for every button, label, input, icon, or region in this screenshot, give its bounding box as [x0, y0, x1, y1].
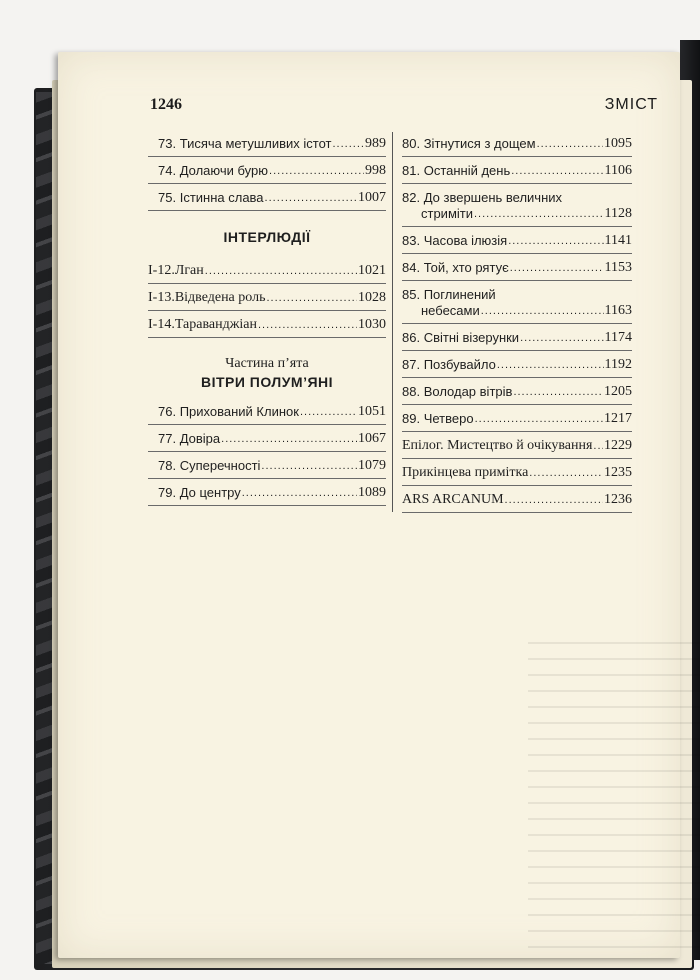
leader-dots [261, 458, 357, 474]
toc-entry-page: 1217 [604, 411, 632, 426]
toc-entry [148, 479, 386, 506]
toc-entry-page: 1007 [358, 190, 386, 205]
toc-entry-page: 998 [365, 163, 386, 178]
toc-entry [402, 459, 632, 486]
toc-entry-title: Часова ілюзія [423, 233, 508, 248]
running-head: ЗМІСТ [604, 96, 658, 113]
toc-entry [148, 257, 386, 284]
toc-entry [148, 398, 386, 425]
toc-entry-number: 79. [158, 485, 177, 500]
toc-entry-page: 1067 [358, 431, 386, 446]
leader-dots [242, 485, 357, 501]
toc-entry-page: 1030 [358, 317, 386, 332]
toc-entry-page: 1235 [604, 465, 632, 480]
toc-entry [148, 284, 386, 311]
toc-entry-title: Епілог. Мистецтво й очікування [402, 438, 593, 453]
toc-entry-page: 1192 [604, 357, 632, 372]
toc-entry-line1 [402, 287, 632, 303]
toc-entry-page: 1089 [358, 485, 386, 500]
leader-dots [511, 163, 603, 179]
leader-dots [205, 263, 357, 279]
part-title: ВІТРИ ПОЛУМ’ЯНІ [200, 374, 334, 390]
toc-entry-number: 85. [402, 287, 421, 302]
toc-entry-number: 77. [158, 431, 177, 446]
toc-entry-number: 75. [158, 190, 177, 205]
toc-entry-title: До звершень величних [423, 190, 563, 205]
toc-entry [402, 281, 632, 324]
toc-entry-line2 [402, 206, 632, 222]
toc-entry [402, 432, 632, 459]
toc-entry-number: 73. [158, 136, 177, 151]
leader-dots [497, 357, 604, 373]
toc-entry [402, 184, 632, 227]
column-divider [392, 132, 393, 512]
toc-entry-page: 1128 [604, 206, 632, 221]
toc-entry [402, 324, 632, 351]
toc-entry [148, 157, 386, 184]
toc-entry-title: Прикінцева примітка [402, 465, 529, 480]
toc-entry-title: Світні візерунки [423, 330, 520, 345]
toc-entry-title: І-14.Тараванджіан [148, 317, 257, 332]
toc-entry-title: Володар вітрів [423, 384, 513, 399]
toc-entry-page: 1028 [358, 290, 386, 305]
leader-dots [537, 136, 603, 152]
leader-dots [269, 163, 364, 179]
toc-entry-title: До центру [179, 485, 241, 500]
toc-entry-title: Поглинений [423, 287, 496, 302]
leader-dots [508, 233, 603, 249]
toc-entry [402, 486, 632, 513]
toc-entry [148, 130, 386, 157]
toc-entry-page: 1051 [358, 404, 386, 419]
toc-entry-number: 84. [402, 260, 421, 275]
interludes-heading: ІНТЕРЛЮДІЇ [223, 229, 311, 245]
toc-entry-number: 80. [402, 136, 421, 151]
toc-entry-page: 1141 [604, 233, 632, 248]
toc-entry-title-cont: стриміти [421, 206, 473, 221]
toc-right-column [402, 130, 632, 513]
toc-entry [402, 378, 632, 405]
leader-dots [474, 206, 604, 222]
toc-entry-page: 1205 [604, 384, 632, 399]
leader-dots [332, 136, 364, 152]
toc-entry [148, 452, 386, 479]
toc-entry-title: Довіра [179, 431, 221, 446]
toc-entry-page: 1163 [604, 303, 632, 318]
leader-dots [520, 330, 603, 346]
toc-entry [148, 425, 386, 452]
toc-entry-title: Позбувайло [423, 357, 496, 372]
toc-entry-title: Той, хто рятує [423, 260, 509, 275]
leader-dots [481, 303, 604, 319]
toc-entry-title: І-13.Відведена роль [148, 290, 266, 305]
toc-entry [148, 311, 386, 338]
toc-entry-title: Тисяча метушливих істот [179, 136, 332, 151]
toc-entry-title: ARS ARCANUM [402, 492, 504, 507]
toc-entry-number: 76. [158, 404, 177, 419]
toc-entry-number: 86. [402, 330, 421, 345]
toc-entry-page: 1153 [604, 260, 632, 275]
leader-dots [300, 404, 357, 420]
toc-entry-title: Зітнутися з дощем [423, 136, 536, 151]
page-number: 1246 [150, 96, 182, 113]
toc-entry [402, 130, 632, 157]
toc-entry-title: Четверо [423, 411, 474, 426]
toc-entry [402, 227, 632, 254]
leader-dots [221, 431, 357, 447]
leader-dots [475, 411, 603, 427]
leader-dots [266, 290, 357, 306]
leader-dots [529, 465, 603, 481]
leader-dots [513, 384, 603, 400]
toc-entry-number: 78. [158, 458, 177, 473]
leader-dots [505, 492, 603, 508]
toc-entry-number: 88. [402, 384, 421, 399]
toc-entry-number: 87. [402, 357, 421, 372]
leader-dots [510, 260, 604, 276]
toc-entry-page: 1079 [358, 458, 386, 473]
toc-entry-title: Прихований Клинок [179, 404, 299, 419]
leader-dots [258, 317, 357, 333]
toc-entry-number: 89. [402, 411, 421, 426]
toc-entry [402, 254, 632, 281]
leader-dots [593, 438, 603, 454]
toc-entry-number: 83. [402, 233, 421, 248]
toc-entry-page: 1236 [604, 492, 632, 507]
toc-entry-page: 1021 [358, 263, 386, 278]
toc-entry-page: 1095 [604, 136, 632, 151]
toc-entry [148, 184, 386, 211]
toc-entry [402, 405, 632, 432]
toc-entry-title: Суперечності [179, 458, 261, 473]
toc-entry [402, 351, 632, 378]
toc-entry-line2 [402, 303, 632, 319]
toc-entry-number: 82. [402, 190, 421, 205]
part-label: Частина п’ята [225, 356, 309, 371]
toc-entry [402, 157, 632, 184]
toc-entry-title: І-12.Лган [148, 263, 204, 278]
toc-entry-line1 [402, 190, 632, 206]
leader-dots [265, 190, 357, 206]
toc-entry-number: 74. [158, 163, 177, 178]
toc-entry-page: 989 [365, 136, 386, 151]
toc-entry-number: 81. [402, 163, 421, 178]
toc-left-column [148, 130, 386, 506]
toc-entry-title-cont: небесами [421, 303, 480, 318]
toc-entry-title: Останній день [423, 163, 511, 178]
toc-entry-title: Долаючи бурю [179, 163, 269, 178]
toc-entry-page: 1174 [604, 330, 632, 345]
toc-entry-page: 1229 [604, 438, 632, 453]
bleed-through-text [528, 642, 700, 962]
toc-entry-title: Істинна слава [179, 190, 264, 205]
toc-entry-page: 1106 [604, 163, 632, 178]
